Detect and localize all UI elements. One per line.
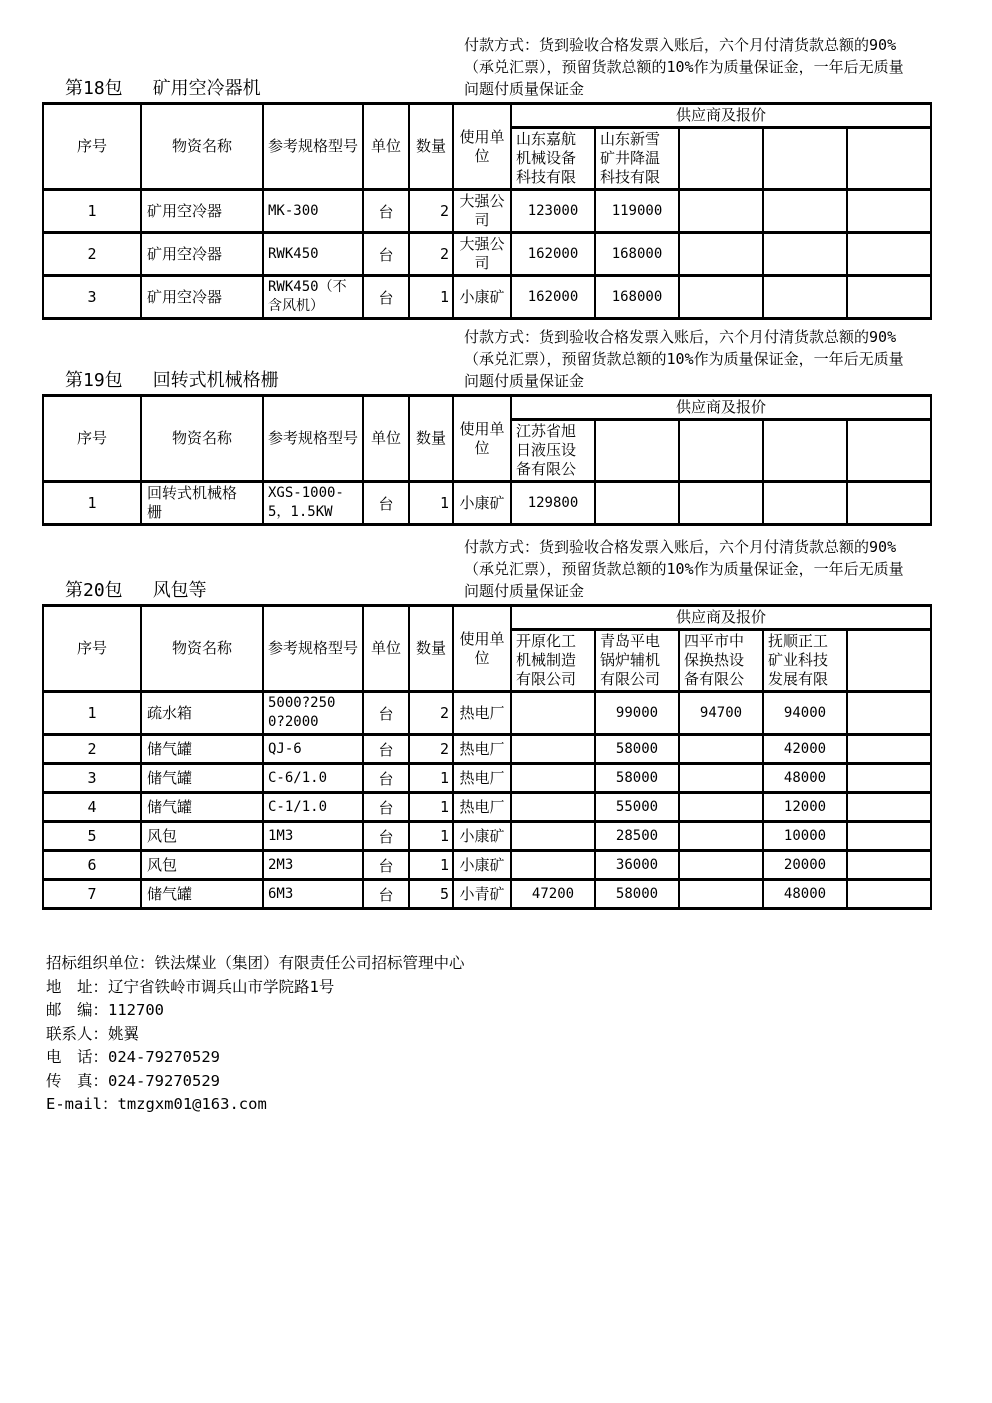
cell-quantity: 2	[409, 190, 453, 233]
cell-quote	[511, 692, 595, 735]
cell-quote: 168000	[595, 276, 679, 319]
supplier-name-header: 山东新雪矿井降温科技有限	[595, 128, 679, 190]
footer-line-address: 地 址：辽宁省铁岭市调兵山市学院路1号	[46, 977, 335, 996]
column-header-unit: 单位	[363, 104, 409, 190]
cell-using-unit: 小青矿	[453, 880, 511, 909]
cell-unit: 台	[363, 764, 409, 793]
cell-quote: 58000	[595, 764, 679, 793]
cell-seq: 5	[43, 822, 141, 851]
cell-quote	[511, 764, 595, 793]
cell-quote	[763, 233, 847, 276]
cell-seq: 6	[43, 851, 141, 880]
package-name: 回转式机械格栅	[152, 370, 279, 391]
cell-quote: 162000	[511, 276, 595, 319]
footer-line-email: E-mail：tmzgxm01@163.com	[46, 1095, 267, 1113]
table-row	[43, 880, 931, 909]
cell-unit: 台	[363, 793, 409, 822]
package-number: 第20包	[65, 580, 123, 601]
cell-quantity: 1	[409, 851, 453, 880]
cell-material-name: 储气罐	[141, 793, 263, 822]
cell-using-unit: 大强公司	[453, 190, 511, 233]
cell-material-name: 储气罐	[141, 880, 263, 909]
supplier-name-header	[763, 128, 847, 190]
cell-using-unit: 小康矿	[453, 851, 511, 880]
cell-quote	[847, 880, 931, 909]
cell-quote	[511, 735, 595, 764]
cell-spec: QJ-6	[263, 735, 363, 764]
cell-quote	[679, 880, 763, 909]
cell-quote	[847, 233, 931, 276]
cell-unit: 台	[363, 735, 409, 764]
supplier-name-header: 山东嘉航机械设备科技有限	[511, 128, 595, 190]
cell-quantity: 2	[409, 233, 453, 276]
bid-table	[42, 102, 932, 320]
package-section-1	[42, 34, 930, 320]
column-header-seq: 序号	[43, 606, 141, 692]
cell-quote	[679, 735, 763, 764]
cell-using-unit: 热电厂	[453, 735, 511, 764]
cell-quote	[847, 190, 931, 233]
cell-material-name: 矿用空冷器	[141, 276, 263, 319]
column-header-unit: 单位	[363, 396, 409, 482]
cell-quote: 47200	[511, 880, 595, 909]
column-header-spec: 参考规格型号	[263, 606, 363, 692]
cell-quote: 28500	[595, 822, 679, 851]
cell-spec: 1M3	[263, 822, 363, 851]
cell-unit: 台	[363, 692, 409, 735]
section-head	[42, 536, 930, 602]
cell-quantity: 1	[409, 822, 453, 851]
cell-unit: 台	[363, 276, 409, 319]
cell-seq: 1	[43, 482, 141, 525]
cell-spec: 6M3	[263, 880, 363, 909]
payment-note: 付款方式：货到验收合格发票入账后，六个月付清货款总额的90%（承兑汇票），预留货款总额的10%作为质量保证金，一年后无质量问题付质量保证金	[464, 328, 904, 390]
payment-note: 付款方式：货到验收合格发票入账后，六个月付清货款总额的90%（承兑汇票），预留货款总额的10%作为质量保证金，一年后无质量问题付质量保证金	[464, 36, 904, 98]
cell-quote: 12000	[763, 793, 847, 822]
cell-quote: 20000	[763, 851, 847, 880]
cell-quantity: 5	[409, 880, 453, 909]
table-row	[43, 793, 931, 822]
column-header-user: 使用单位	[453, 104, 511, 190]
supplier-name-header	[679, 420, 763, 482]
column-header-unit: 单位	[363, 606, 409, 692]
cell-unit: 台	[363, 851, 409, 880]
cell-quote	[847, 793, 931, 822]
cell-spec: XGS-1000-5，1.5KW	[263, 482, 363, 525]
cell-using-unit: 小康矿	[453, 822, 511, 851]
cell-quote: 36000	[595, 851, 679, 880]
cell-quote	[847, 851, 931, 880]
supplier-name-header	[679, 128, 763, 190]
table-row	[43, 851, 931, 880]
cell-quote	[679, 233, 763, 276]
column-header-name: 物资名称	[141, 396, 263, 482]
cell-quote: 94700	[679, 692, 763, 735]
payment-note: 付款方式：货到验收合格发票入账后，六个月付清货款总额的90%（承兑汇票），预留货款总额的10%作为质量保证金，一年后无质量问题付质量保证金	[464, 538, 904, 600]
column-header-seq: 序号	[43, 396, 141, 482]
cell-quote	[847, 764, 931, 793]
cell-material-name: 回转式机械格栅	[141, 482, 263, 525]
contact-info	[46, 952, 930, 1117]
supplier-group-header: 供应商及报价	[511, 396, 931, 420]
cell-material-name: 疏水箱	[141, 692, 263, 735]
cell-quote	[511, 822, 595, 851]
cell-quote	[679, 793, 763, 822]
footer-line-organizer: 招标组织单位：铁法煤业（集团）有限责任公司招标管理中心	[46, 954, 465, 972]
footer-line-contact: 联系人：姚翼	[46, 1024, 140, 1043]
table-row	[43, 190, 931, 233]
cell-seq: 2	[43, 735, 141, 764]
cell-quote: 58000	[595, 735, 679, 764]
supplier-name-header: 开原化工机械制造有限公司	[511, 630, 595, 692]
supplier-name-header	[847, 420, 931, 482]
cell-seq: 2	[43, 233, 141, 276]
table-row	[43, 764, 931, 793]
cell-quote	[679, 851, 763, 880]
cell-quote	[847, 482, 931, 525]
cell-quote	[847, 276, 931, 319]
footer-line-zipcode: 邮 编：112700	[46, 1001, 164, 1019]
column-header-name: 物资名称	[141, 606, 263, 692]
supplier-name-header: 四平市中保换热设备有限公	[679, 630, 763, 692]
cell-quote: 129800	[511, 482, 595, 525]
table-row	[43, 482, 931, 525]
cell-material-name: 储气罐	[141, 735, 263, 764]
table-row	[43, 735, 931, 764]
package-section-2	[42, 326, 930, 526]
cell-material-name: 风包	[141, 851, 263, 880]
cell-quote	[763, 276, 847, 319]
cell-spec: RWK450（不含风机）	[263, 276, 363, 319]
cell-spec: 2M3	[263, 851, 363, 880]
package-title	[65, 74, 261, 100]
cell-quote: 119000	[595, 190, 679, 233]
sections	[42, 34, 930, 910]
supplier-name-header: 抚顺正工矿业科技发展有限	[763, 630, 847, 692]
cell-material-name: 矿用空冷器	[141, 233, 263, 276]
cell-spec: 5000?2500?2000	[263, 692, 363, 735]
cell-using-unit: 大强公司	[453, 233, 511, 276]
bid-table	[42, 394, 932, 526]
column-header-qty: 数量	[409, 606, 453, 692]
supplier-name-header: 青岛平电锅炉辅机有限公司	[595, 630, 679, 692]
cell-seq: 1	[43, 190, 141, 233]
cell-quote: 48000	[763, 880, 847, 909]
cell-quote	[511, 851, 595, 880]
cell-quantity: 2	[409, 735, 453, 764]
package-number: 第19包	[65, 370, 123, 391]
package-title	[65, 576, 207, 602]
cell-quote: 58000	[595, 880, 679, 909]
package-name: 矿用空冷器机	[152, 78, 261, 99]
supplier-group-header: 供应商及报价	[511, 104, 931, 128]
cell-quote	[679, 190, 763, 233]
cell-quote: 55000	[595, 793, 679, 822]
supplier-name-header: 江苏省旭日液压设备有限公	[511, 420, 595, 482]
package-number: 第18包	[65, 78, 123, 99]
cell-quote: 168000	[595, 233, 679, 276]
cell-quote	[679, 482, 763, 525]
cell-quote	[595, 482, 679, 525]
cell-quantity: 1	[409, 482, 453, 525]
cell-material-name: 储气罐	[141, 764, 263, 793]
cell-spec: C-6/1.0	[263, 764, 363, 793]
package-section-3	[42, 536, 930, 910]
table-row	[43, 276, 931, 319]
cell-unit: 台	[363, 880, 409, 909]
column-header-seq: 序号	[43, 104, 141, 190]
column-header-qty: 数量	[409, 104, 453, 190]
cell-using-unit: 小康矿	[453, 276, 511, 319]
cell-spec: RWK450	[263, 233, 363, 276]
package-name: 风包等	[152, 580, 207, 601]
section-head	[42, 34, 930, 100]
supplier-name-header	[763, 420, 847, 482]
cell-unit: 台	[363, 482, 409, 525]
supplier-name-header	[847, 630, 931, 692]
cell-using-unit: 热电厂	[453, 692, 511, 735]
column-header-name: 物资名称	[141, 104, 263, 190]
cell-quantity: 1	[409, 276, 453, 319]
cell-quantity: 1	[409, 793, 453, 822]
cell-seq: 1	[43, 692, 141, 735]
cell-quote	[763, 482, 847, 525]
cell-quote	[847, 735, 931, 764]
cell-quantity: 1	[409, 764, 453, 793]
table-row	[43, 822, 931, 851]
cell-spec: C-1/1.0	[263, 793, 363, 822]
cell-seq: 3	[43, 276, 141, 319]
table-row	[43, 692, 931, 735]
cell-quote: 42000	[763, 735, 847, 764]
cell-spec: MK-300	[263, 190, 363, 233]
cell-quote	[763, 190, 847, 233]
cell-material-name: 风包	[141, 822, 263, 851]
cell-quote: 123000	[511, 190, 595, 233]
cell-quote: 48000	[763, 764, 847, 793]
cell-quote	[679, 276, 763, 319]
column-header-spec: 参考规格型号	[263, 396, 363, 482]
column-header-user: 使用单位	[453, 396, 511, 482]
bid-table	[42, 604, 932, 910]
column-header-user: 使用单位	[453, 606, 511, 692]
cell-material-name: 矿用空冷器	[141, 190, 263, 233]
column-header-qty: 数量	[409, 396, 453, 482]
cell-quote	[847, 692, 931, 735]
cell-quote	[511, 793, 595, 822]
cell-unit: 台	[363, 822, 409, 851]
table-row	[43, 233, 931, 276]
cell-quantity: 2	[409, 692, 453, 735]
supplier-group-header: 供应商及报价	[511, 606, 931, 630]
cell-unit: 台	[363, 190, 409, 233]
footer-line-fax: 传 真：024-79270529	[46, 1071, 220, 1090]
cell-seq: 7	[43, 880, 141, 909]
cell-unit: 台	[363, 233, 409, 276]
footer-line-phone: 电 话：024-79270529	[46, 1048, 220, 1066]
cell-quote: 99000	[595, 692, 679, 735]
column-header-spec: 参考规格型号	[263, 104, 363, 190]
cell-quote: 10000	[763, 822, 847, 851]
cell-seq: 4	[43, 793, 141, 822]
package-title	[65, 366, 279, 392]
cell-using-unit: 热电厂	[453, 793, 511, 822]
section-head	[42, 326, 930, 392]
cell-quote	[847, 822, 931, 851]
cell-using-unit: 热电厂	[453, 764, 511, 793]
cell-using-unit: 小康矿	[453, 482, 511, 525]
supplier-name-header	[595, 420, 679, 482]
supplier-name-header	[847, 128, 931, 190]
cell-quote	[679, 822, 763, 851]
cell-quote: 94000	[763, 692, 847, 735]
cell-seq: 3	[43, 764, 141, 793]
cell-quote	[679, 764, 763, 793]
cell-quote: 162000	[511, 233, 595, 276]
